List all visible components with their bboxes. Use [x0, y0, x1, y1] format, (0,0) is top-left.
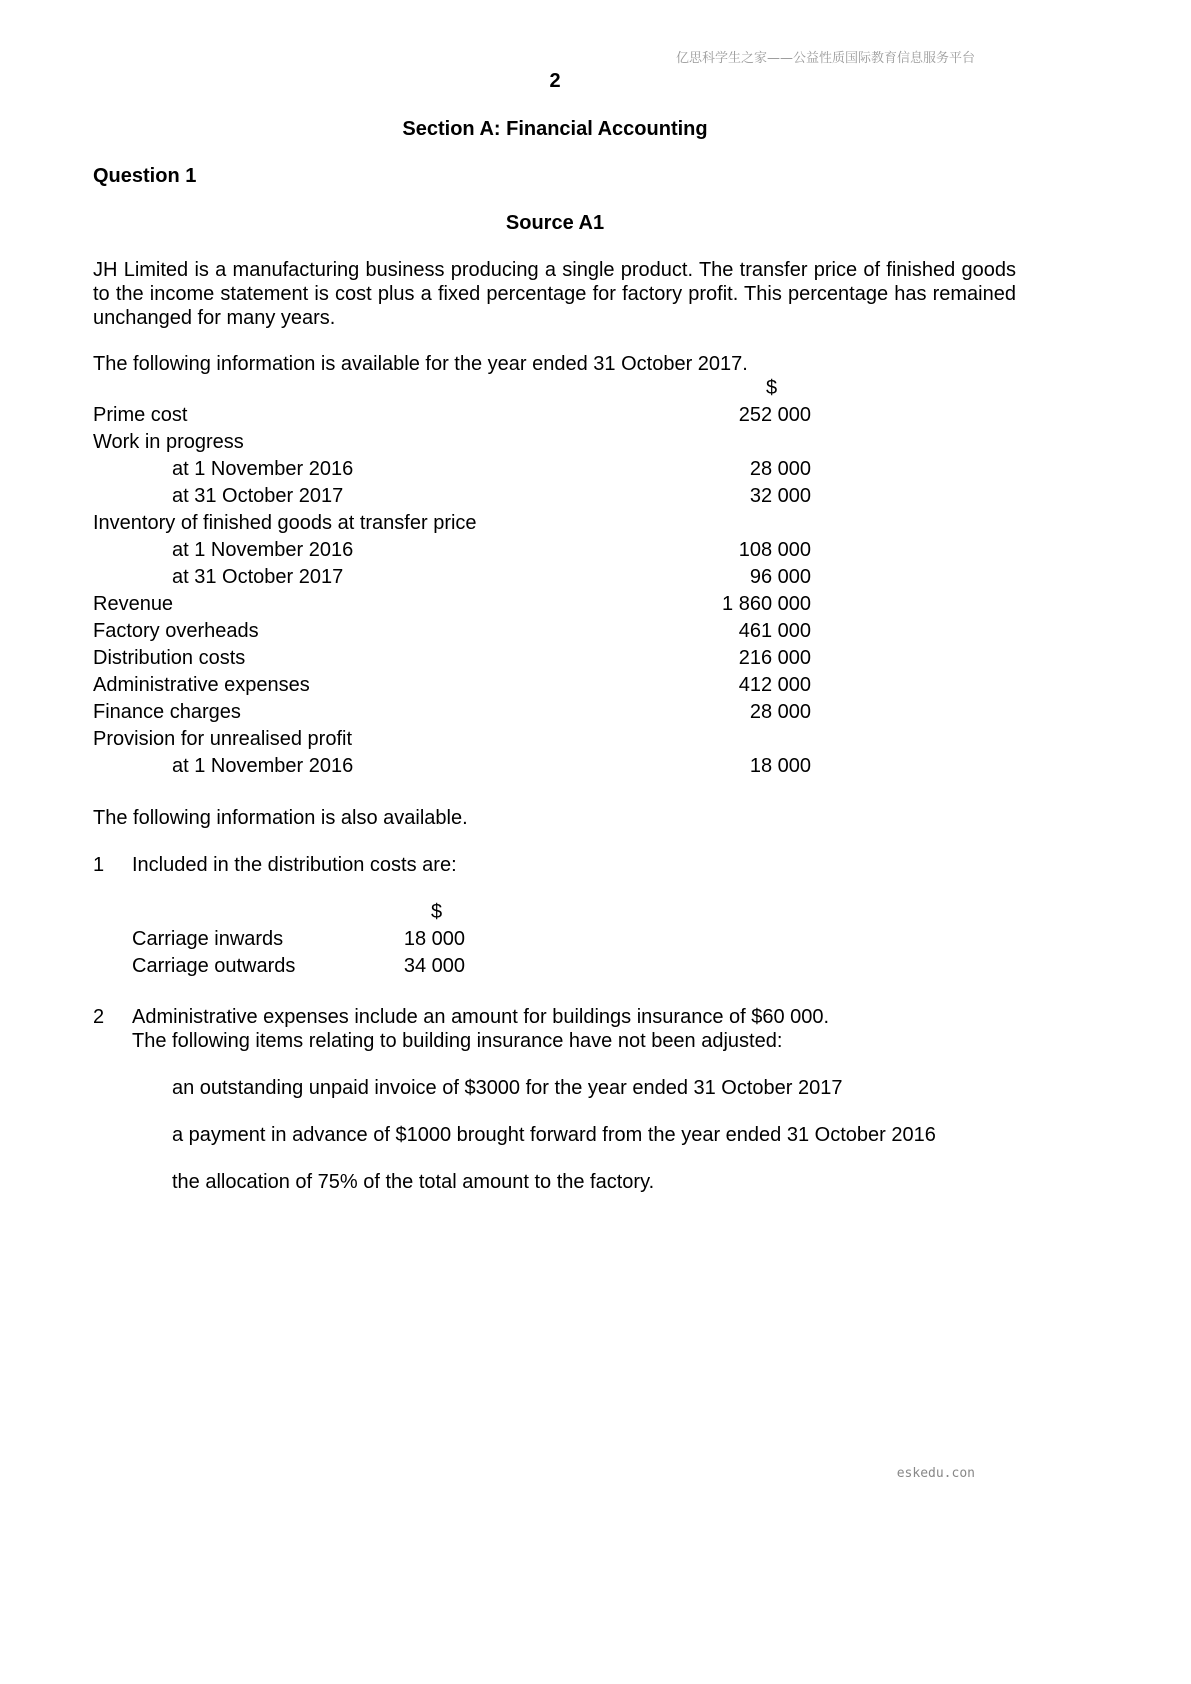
- section-title: Section A: Financial Accounting: [402, 118, 708, 140]
- item-1-number: 1: [93, 854, 105, 876]
- item-2-line-2: The following items relating to building insurance have not been adjusted:: [132, 1030, 783, 1052]
- row-label: Finance charges: [93, 701, 241, 723]
- item-2-line-1: Administrative expenses include an amount for buildings insurance of $60 000.: [132, 1006, 830, 1028]
- row-amount: 28 000: [749, 458, 811, 480]
- source-title: Source A1: [505, 212, 605, 234]
- table-row: [0, 727, 1101, 754]
- row-amount: 461 000: [738, 620, 811, 642]
- row-label: Factory overheads: [93, 620, 259, 642]
- table-row: [0, 927, 600, 954]
- table-row: [0, 700, 1101, 727]
- row-label: at 1 November 2016: [172, 539, 354, 561]
- table-row: [0, 403, 1101, 430]
- table-row: [0, 954, 600, 981]
- item-1-text: Included in the distribution costs are:: [132, 854, 457, 876]
- table-row: [0, 538, 1101, 565]
- watermark-top: 亿思科学生之家——公益性质国际教育信息服务平台: [675, 51, 975, 66]
- row-label: at 1 November 2016: [172, 755, 354, 777]
- row-label: Carriage inwards: [132, 928, 284, 950]
- question-title: Question 1: [93, 165, 197, 187]
- table-row: [0, 484, 1101, 511]
- table-row: [0, 754, 1101, 781]
- table-row: [0, 457, 1101, 484]
- row-amount: 252 000: [738, 404, 811, 426]
- row-label: at 31 October 2017: [172, 566, 344, 588]
- row-label: at 1 November 2016: [172, 458, 354, 480]
- row-amount: 412 000: [738, 674, 811, 696]
- row-amount: 34 000: [403, 955, 465, 977]
- table-row: [0, 592, 1101, 619]
- row-label: Carriage outwards: [132, 955, 296, 977]
- item-1-currency-header: $: [431, 901, 443, 923]
- row-label: at 31 October 2017: [172, 485, 344, 507]
- list-item: an outstanding unpaid invoice of $3000 for the year ended 31 October 2017: [172, 1077, 843, 1099]
- row-amount: 32 000: [749, 485, 811, 507]
- row-label: Prime cost: [93, 404, 188, 426]
- table-row: [0, 673, 1101, 700]
- row-label: Inventory of finished goods at transfer price: [93, 512, 477, 534]
- row-amount: 18 000: [749, 755, 811, 777]
- intro-paragraph: JH Limited is a manufacturing business producing a single product. The transfer price of finished goods to the income statement is cost plus a fixed percentage for factory profit. This percentage has remained unchanged for many years.: [93, 259, 1016, 329]
- row-amount: 28 000: [749, 701, 811, 723]
- row-amount: 18 000: [403, 928, 465, 950]
- row-amount: 108 000: [738, 539, 811, 561]
- item-2-number: 2: [93, 1006, 105, 1028]
- row-label: Administrative expenses: [93, 674, 310, 696]
- also-available-text: The following information is also available.: [93, 807, 468, 829]
- row-label: Provision for unrealised profit: [93, 728, 353, 750]
- table-row: [0, 511, 1101, 538]
- list-item: a payment in advance of $1000 brought forward from the year ended 31 October 2016: [172, 1124, 936, 1146]
- row-label: Work in progress: [93, 431, 244, 453]
- currency-header: $: [766, 377, 778, 399]
- table-row: [0, 565, 1101, 592]
- table-row: [0, 619, 1101, 646]
- row-amount: 1 860 000: [722, 593, 811, 615]
- watermark-bottom: eskedu.con: [896, 1466, 975, 1481]
- row-label: Distribution costs: [93, 647, 246, 669]
- info-line: The following information is available for the year ended 31 October 2017.: [93, 353, 748, 375]
- row-label: Revenue: [93, 593, 174, 615]
- table-row: [0, 646, 1101, 673]
- row-amount: 96 000: [749, 566, 811, 588]
- row-amount: 216 000: [738, 647, 811, 669]
- page-number: 2: [549, 70, 561, 92]
- list-item: the allocation of 75% of the total amount to the factory.: [172, 1171, 655, 1193]
- table-row: [0, 430, 1101, 457]
